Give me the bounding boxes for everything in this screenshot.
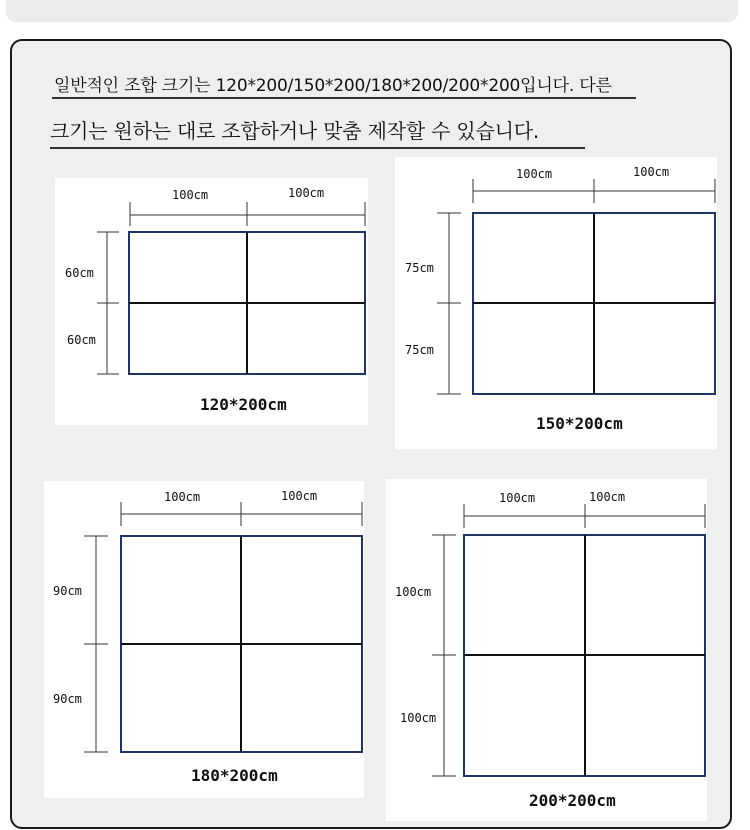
mat-diagram: [395, 157, 717, 449]
width-label-right: 100cm: [633, 165, 670, 179]
size-caption: 180*200cm: [191, 766, 278, 785]
width-label-left: 100cm: [172, 188, 209, 202]
height-label-top: 90cm: [53, 584, 82, 598]
height-label-top: 100cm: [395, 585, 432, 599]
description-line-1: 일반적인 조합 크기는 120*200/150*200/180*200/200*200입니다. 다른: [54, 76, 612, 96]
width-label-right: 100cm: [288, 186, 325, 200]
mat-diagram: [44, 481, 364, 798]
mat-diagram: [55, 178, 368, 425]
description-line-2: 크기는 원하는 대로 조합하거나 맞춤 제작할 수 있습니다.: [50, 119, 540, 143]
size-caption: 200*200cm: [529, 791, 616, 810]
size-caption: 150*200cm: [536, 414, 623, 433]
height-label-bottom: 90cm: [53, 692, 82, 706]
width-label-right: 100cm: [589, 490, 626, 504]
panel-150x200: [395, 157, 717, 449]
panel-200x200: [386, 479, 707, 821]
height-label-bottom: 75cm: [405, 343, 434, 357]
size-guide-frame: [10, 39, 732, 829]
mat-diagram: [386, 479, 707, 821]
height-label-top: 75cm: [405, 261, 434, 275]
size-caption: 120*200cm: [200, 395, 287, 414]
height-label-bottom: 100cm: [400, 711, 437, 725]
underline-2: [50, 147, 585, 149]
width-label-right: 100cm: [281, 489, 318, 503]
underline-1: [52, 97, 636, 99]
panel-120x200: [55, 178, 368, 425]
panel-180x200: [44, 481, 364, 798]
width-label-left: 100cm: [164, 490, 201, 504]
height-label-top: 60cm: [65, 266, 94, 280]
height-label-bottom: 60cm: [67, 333, 96, 347]
width-label-left: 100cm: [516, 167, 553, 181]
top-strip: [6, 0, 738, 22]
width-label-left: 100cm: [499, 491, 536, 505]
